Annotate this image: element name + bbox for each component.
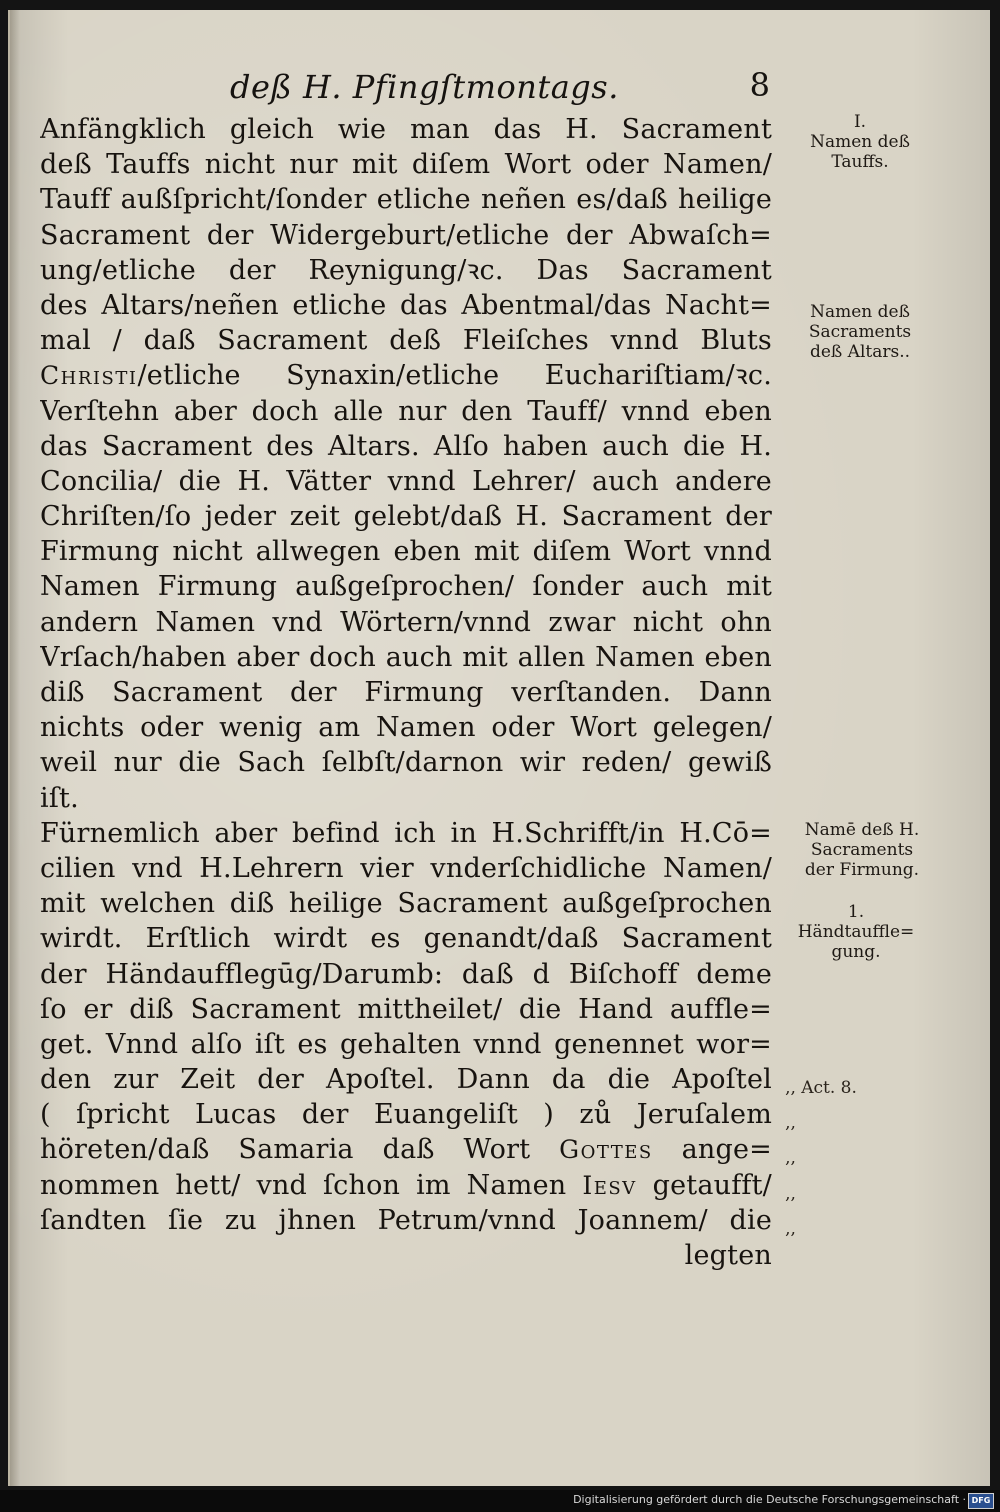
text-line bbox=[40, 112, 772, 147]
text-segment: Fürnemlich aber befind ich in H.Schrifft/in H.Cō= bbox=[40, 817, 772, 849]
text-segment: nichts oder wenig am Namen oder Wort gelegen/ bbox=[40, 712, 772, 744]
text-segment: Verſtehn aber doch alle nur den Tauff/ vnnd eben bbox=[40, 395, 772, 427]
footer-credit: Digitalisierung gefördert durch die Deutsche Forschungsgemeinschaft · bbox=[573, 1493, 966, 1506]
text-segment: Anfängklich gleich wie man das H. Sacrament bbox=[40, 114, 772, 145]
text-segment: Firmung nicht allwegen eben mit diſem Wort vnnd bbox=[40, 536, 772, 568]
page-number: 8 bbox=[749, 66, 770, 104]
text-segment: weil nur die Sach ſelbſt/darnon wir reden/ gewiß bbox=[40, 747, 772, 779]
text-segment: ſandten ſie zu jhnen Petrum/vnnd Joannem/ die bbox=[40, 1204, 772, 1236]
text-line bbox=[40, 992, 772, 1027]
quote-mark: ‚‚ bbox=[785, 1183, 796, 1204]
text-line bbox=[40, 394, 772, 429]
small-caps-segment: Christi bbox=[40, 361, 138, 391]
text-line bbox=[40, 569, 772, 604]
text-line bbox=[40, 886, 772, 921]
text-line bbox=[40, 1027, 772, 1062]
text-segment: wirdt. Erſtlich wirdt es genandt/daß Sacrament bbox=[40, 923, 772, 955]
small-caps-segment: Iesv bbox=[582, 1170, 637, 1200]
margin-note-line: der Firmung. bbox=[804, 860, 920, 880]
text-line bbox=[40, 1203, 772, 1238]
text-line bbox=[40, 640, 772, 675]
text-line bbox=[40, 745, 772, 780]
text-line bbox=[40, 534, 772, 569]
text-segment: Chriſten/ſo jeder zeit gelebt/daß H. Sacrament der bbox=[40, 501, 772, 533]
text-line bbox=[40, 957, 772, 992]
text-line bbox=[40, 147, 772, 182]
page-gutter-shadow bbox=[10, 10, 20, 1486]
text-segment: der Händaufflegūg/Darumb: daß d Biſchoff deme bbox=[40, 958, 772, 990]
margin-note-line: gung. bbox=[831, 942, 881, 962]
text-segment: Namen Firmung außgeſprochen/ ſonder auch mit bbox=[40, 571, 772, 603]
text-segment: /etliche Synaxin/etliche Euchariſtiam/ꝛc. bbox=[137, 360, 772, 392]
text-line bbox=[40, 464, 772, 499]
text-line bbox=[40, 218, 772, 253]
margin-note-line: Sacraments bbox=[808, 322, 912, 342]
text-line bbox=[40, 851, 772, 886]
margin-note-tauff bbox=[790, 112, 930, 172]
text-line bbox=[40, 921, 772, 956]
text-segment: Tauff außſpricht/ſonder etliche neñen es/daß heilige bbox=[40, 184, 772, 216]
body-text bbox=[40, 112, 772, 1273]
text-line bbox=[40, 816, 772, 851]
text-line bbox=[40, 1132, 772, 1167]
text-segment: ( ſpricht Lucas der Euangeliſt ) zů Jeruſalem bbox=[40, 1099, 772, 1131]
text-segment: deß Tauffs nicht nur mit diſem Wort oder Namen/ bbox=[40, 149, 772, 181]
text-segment: ung/etliche der Reynigung/ꝛc. Das Sacrament bbox=[40, 254, 772, 286]
text-line bbox=[40, 182, 772, 217]
text-segment: das Sacrament des Altars. Alſo haben auch die H. bbox=[40, 430, 772, 462]
text-line bbox=[40, 1238, 772, 1273]
small-caps-segment: Gottes bbox=[559, 1135, 653, 1165]
text-segment: Vrſach/haben aber doch auch mit allen Namen eben bbox=[40, 641, 772, 673]
margin-note-line: Händtauffle= bbox=[797, 922, 915, 942]
text-segment: Concilia/ die H. Vätter vnnd Lehrer/ auch andere bbox=[40, 465, 772, 497]
text-segment: des Altars/neñen etliche das Abentmal/das Nacht= bbox=[40, 289, 772, 321]
margin-note-firmung bbox=[792, 820, 932, 880]
footer-bar bbox=[0, 1490, 1000, 1512]
text-segment: get. Vnnd alſo iſt es gehalten vnnd genennet wor= bbox=[40, 1028, 772, 1060]
text-segment: diß Sacrament der Firmung verſtanden. Dann bbox=[40, 677, 772, 708]
text-segment: iſt. bbox=[40, 782, 79, 814]
text-segment: Sacrament der Widergeburt/etliche der Abwaſch= bbox=[40, 219, 772, 251]
margin-note-line: Tauffs. bbox=[831, 152, 889, 172]
text-line bbox=[40, 1097, 772, 1132]
margin-note-line: 1. bbox=[847, 902, 865, 922]
text-line bbox=[40, 1168, 772, 1203]
text-segment: getaufft/ bbox=[636, 1169, 772, 1201]
text-segment: höreten/daß Samaria daß Wort bbox=[40, 1134, 560, 1166]
margin-note-altar bbox=[790, 302, 930, 362]
text-segment: cilien vnd H.Lehrern vier vnderſchidliche Namen/ bbox=[40, 852, 772, 884]
text-segment: nommen hett/ vnd ſchon im Namen bbox=[40, 1169, 583, 1201]
text-segment: ange= bbox=[652, 1134, 772, 1166]
text-segment: mit welchen diß heilige Sacrament außgeſprochen bbox=[40, 888, 772, 920]
margin-note-line: deß Altars.. bbox=[809, 342, 911, 362]
text-line bbox=[40, 781, 772, 816]
margin-note-line: Sacraments bbox=[810, 840, 914, 860]
text-line bbox=[40, 323, 772, 358]
text-line bbox=[40, 288, 772, 323]
margin-note-line: Namen deß bbox=[810, 302, 910, 322]
text-segment: den zur Zeit der Apoſtel. Dann da die Apoſtel bbox=[40, 1064, 772, 1096]
margin-note-line: I. bbox=[853, 112, 867, 132]
text-line bbox=[40, 675, 772, 710]
text-segment: mal / daß Sacrament deß Fleiſches vnnd Bluts bbox=[40, 325, 772, 357]
margin-note-line: Namen deß bbox=[810, 132, 910, 152]
text-segment: legten bbox=[684, 1240, 772, 1271]
margin-note-handauflegung bbox=[786, 902, 926, 962]
text-line bbox=[40, 253, 772, 288]
text-line bbox=[40, 499, 772, 534]
text-line bbox=[40, 429, 772, 464]
margin-note-line: Namē deß H. bbox=[804, 820, 920, 840]
quote-mark: ‚‚ Act. 8. bbox=[785, 1078, 857, 1098]
text-line bbox=[40, 358, 772, 393]
text-line bbox=[40, 1062, 772, 1097]
quote-mark: ‚‚ bbox=[785, 1218, 796, 1239]
running-header bbox=[210, 60, 770, 110]
text-segment: ſo er diß Sacrament mittheilet/ die Hand auffle= bbox=[40, 993, 772, 1025]
running-header-title: deß H. Pfingſtmontags. bbox=[230, 68, 619, 106]
dfg-logo: DFG bbox=[968, 1493, 994, 1509]
quote-mark: ‚‚ bbox=[785, 1113, 796, 1134]
text-line bbox=[40, 710, 772, 745]
text-segment: andern Namen vnd Wörtern/vnnd zwar nicht ohn bbox=[40, 606, 772, 638]
text-line bbox=[40, 605, 772, 640]
quote-mark: ‚‚ bbox=[785, 1148, 796, 1169]
